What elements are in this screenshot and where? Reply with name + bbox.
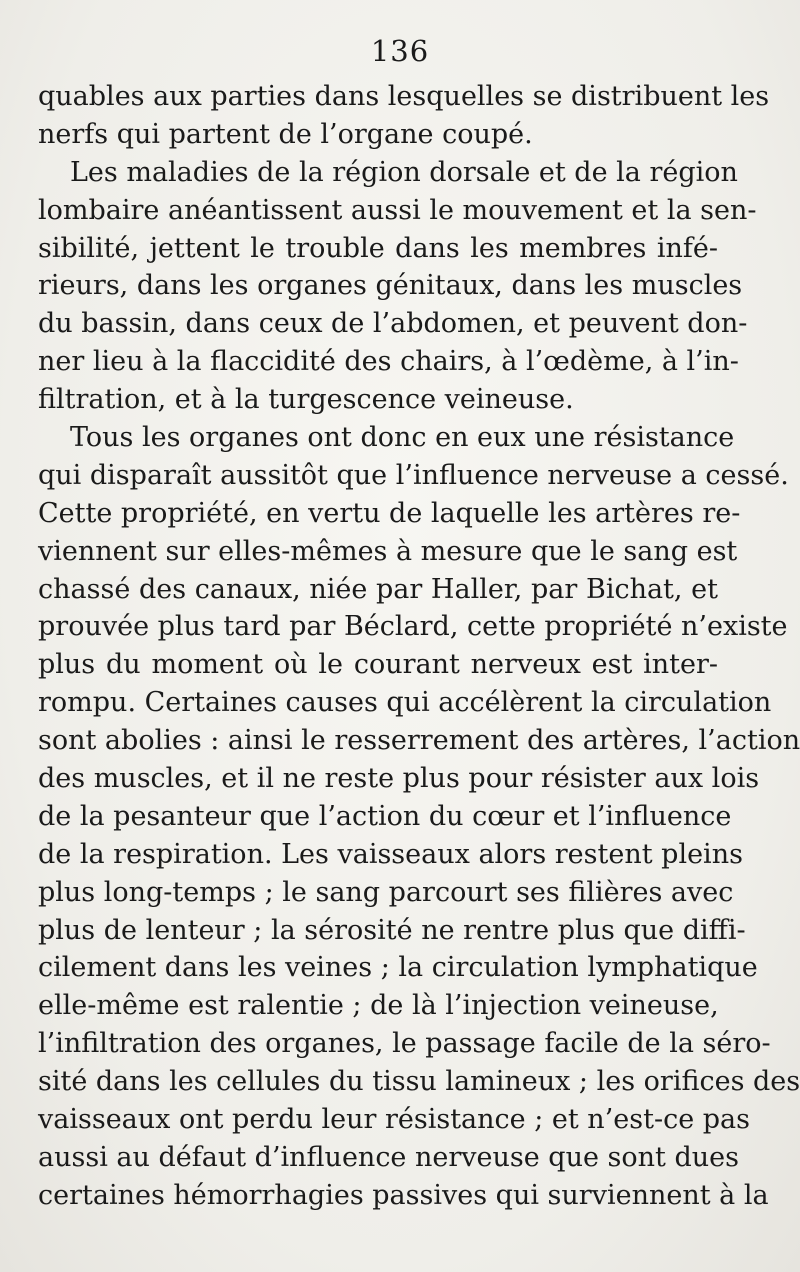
text-line: viennent sur elles-mêmes à mesure que le sang est [38,535,738,567]
text-line: vaisseaux ont perdu leur résistance ; et n’est-ce pas [38,1104,751,1136]
text-line: certaines hémorrhagies passives qui surviennent à la [38,1179,769,1211]
text-line: Tous les organes ont donc en eux une résistance [70,422,735,454]
text-line: quables aux parties dans lesquelles se distribuent les [38,81,770,112]
text-line: de la pesanteur que l’action du cœur et l’influence [38,800,732,832]
text-line: filtration, et à la turgescence veineuse. [38,384,574,416]
text-line: elle-même est ralentie ; de là l’injection veineuse, [38,990,719,1022]
text-line: de la respiration. Les vaisseaux alors restent pleins [38,838,743,870]
text-line: rompu. Certaines causes qui accélèrent la circulation [38,687,772,719]
text-line: plus long-temps ; le sang parcourt ses filières avec [38,876,734,908]
text-line: l’infiltration des organes, le passage facile de la séro- [38,1028,771,1060]
text-line: plus du moment où le courant nerveux est inter- [38,649,718,681]
text-line: du bassin, dans ceux de l’abdomen, et peuvent don- [38,308,748,340]
text-line: aussi au défaut d’influence nerveuse que sont dues [38,1141,739,1173]
text-line: sibilité, jettent le trouble dans les membres infé- [38,232,718,264]
text-line: sont abolies : ainsi le resserrement des artères, l’action [38,725,800,757]
text-line: qui disparaît aussitôt que l’influence nerveuse a cessé. [38,459,789,491]
text-line: prouvée plus tard par Béclard, cette propriété n’existe [38,611,788,643]
text-line: nerfs qui partent de l’organe coupé. [38,118,533,150]
text-line: ner lieu à la flaccidité des chairs, à l’œdème, à l’in- [38,346,739,378]
text-line: sité dans les cellules du tissu lamineux ; les orifices des [38,1066,800,1098]
page-number: 136 [370,34,430,68]
text-line: Les maladies de la région dorsale et de la région [70,156,738,188]
text-line: cilement dans les veines ; la circulation lymphatique [38,952,758,984]
text-line: chassé des canaux, niée par Haller, par Bichat, et [38,573,718,605]
body-text [38,78,800,1215]
text-line: des muscles, et il ne reste plus pour résister aux lois [38,763,760,795]
text-line: lombaire anéantissent aussi le mouvement et la sen- [38,194,757,226]
text-line: plus de lenteur ; la sérosité ne rentre plus que diffi- [38,914,746,946]
text-line: Cette propriété, en vertu de laquelle les artères re- [38,497,741,529]
text-line: rieurs, dans les organes génitaux, dans les muscles [38,270,743,302]
